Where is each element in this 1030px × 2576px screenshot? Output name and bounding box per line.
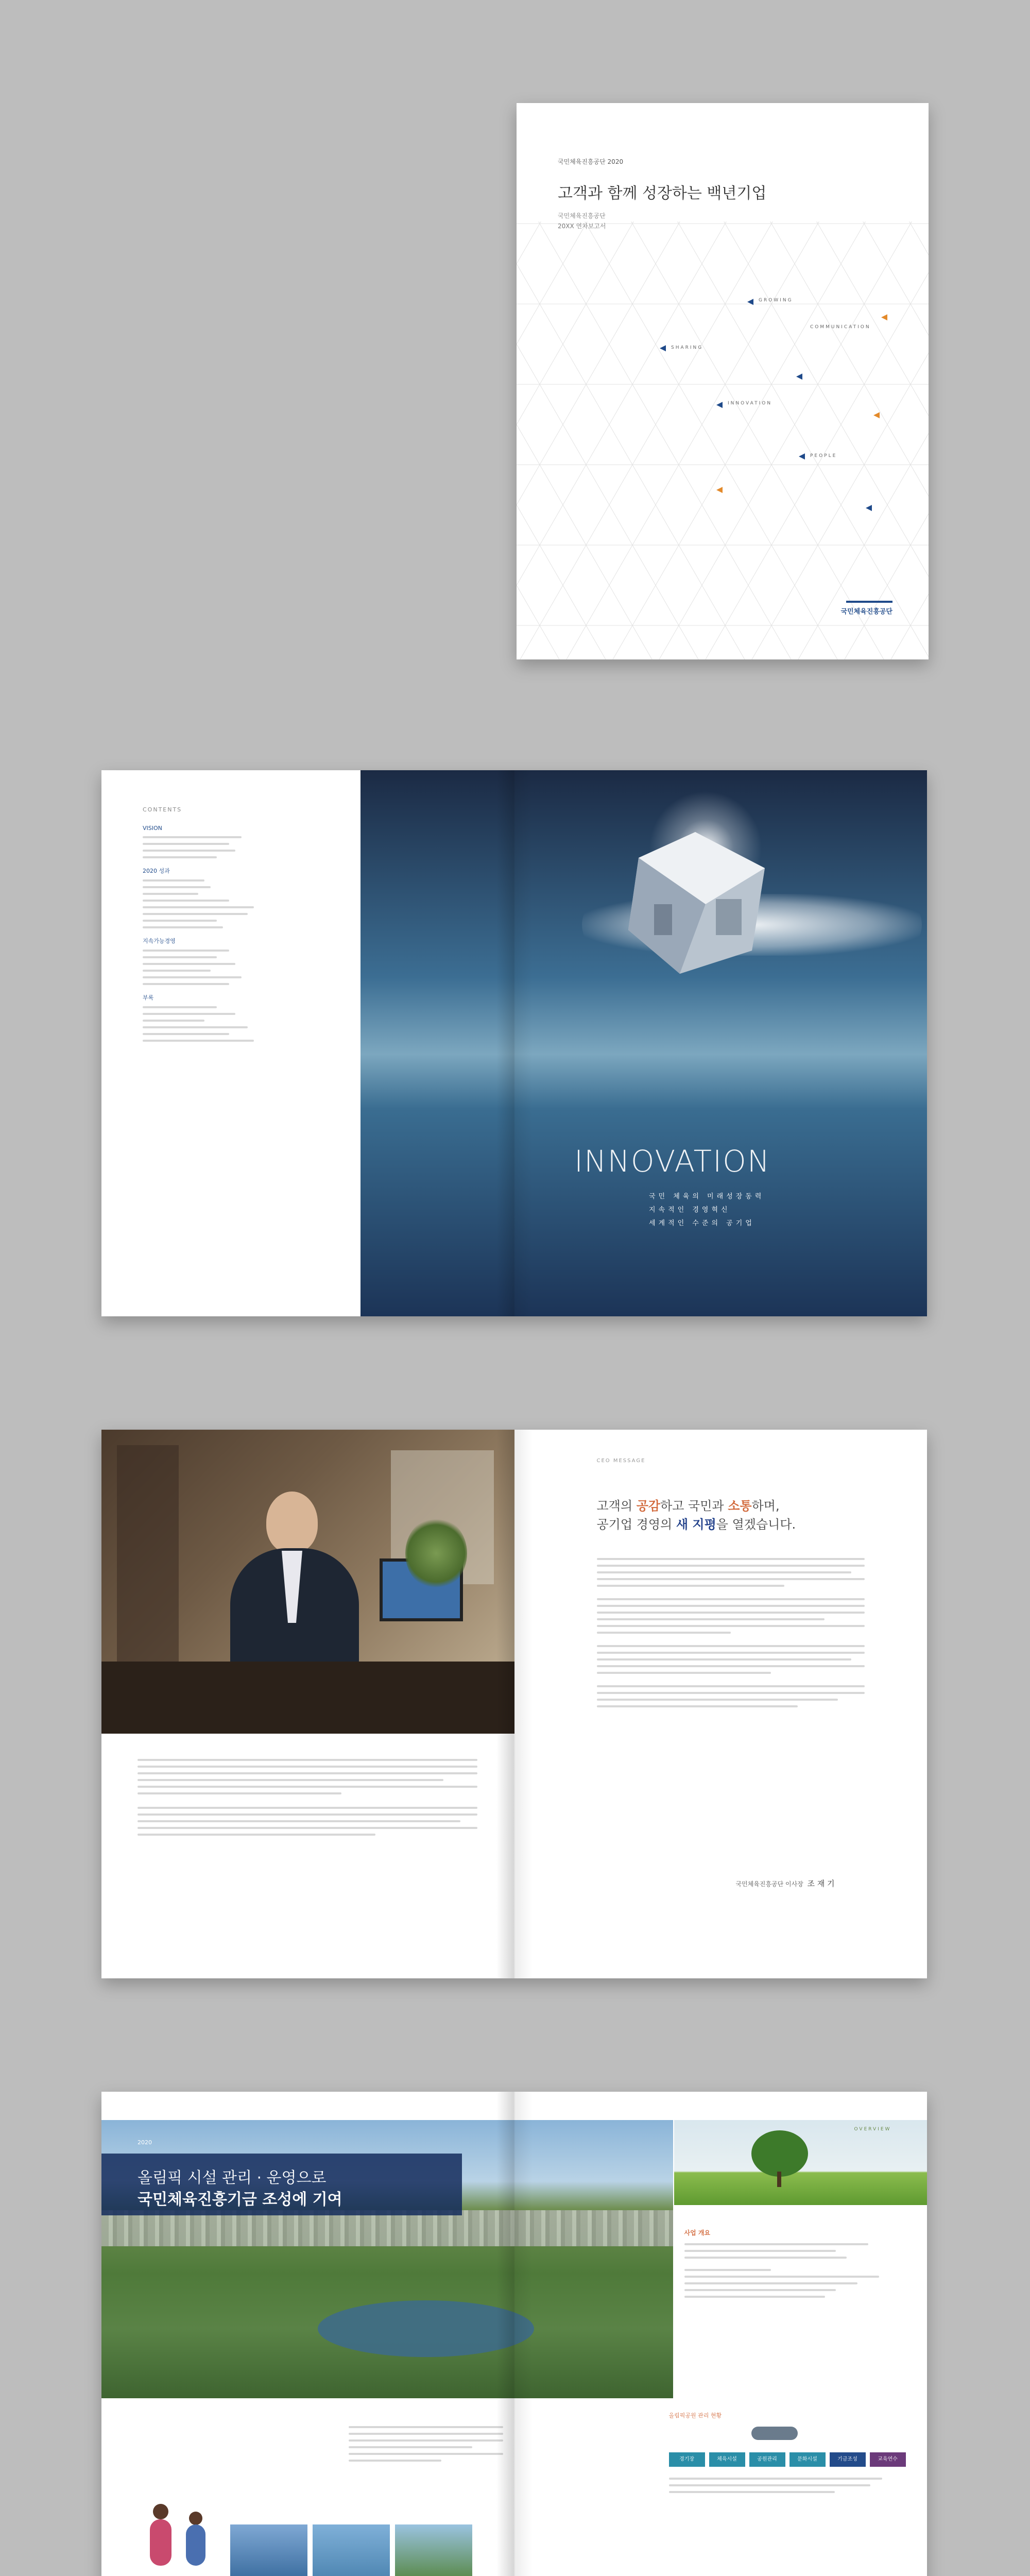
ceo-headline: 고객의 공감하고 국민과 소통하며, 공기업 경영의 새 지평을 열겠습니다. [596,1499,796,1532]
org-details [669,2473,906,2498]
olympic-right-body [684,2239,901,2302]
cover-keyword-5: PEOPLE [810,453,837,459]
spread-ceo [101,1430,927,1978]
olympic-title-2: 국민체육진흥기금 조성에 기여 [138,2191,342,2209]
contents-list: VISION 2020 성과 지속가능경영 부록 [143,822,266,1046]
cover-page [517,103,929,659]
right-eyebrow: OVERVIEW [854,2127,891,2132]
innovation-caption: 국민 체육의 미래성장동력 지속적인 경영혁신 세계적인 수준의 공기업 [649,1193,765,1227]
ceo-body-right [597,1553,865,1712]
org-box-3: 공원관리 [749,2452,785,2467]
cover-keyword-4: INNOVATION [728,401,772,406]
desk [101,1662,514,1734]
plant [405,1517,467,1589]
olympic-right-page [514,2092,928,2576]
cover-logo: 국민체육진흥공단 [841,601,892,616]
cover-sub2: 20XX 연차보고서 [558,223,606,230]
cover-keyword-3: SHARING [671,345,703,350]
tree-photo [674,2120,928,2205]
contents-title: CONTENTS [143,806,182,813]
thumb-2 [313,2524,390,2576]
org-root [751,2427,798,2440]
table-title: 올림픽공원 관리 현황 [668,2412,722,2419]
org-box-6: 교육연수 [870,2452,906,2467]
ceo-signature: 국민체육진흥공단 이사장 조 재 기 [735,1879,835,1888]
innovation-word: INNOVATION [574,1144,771,1179]
org-row [669,2452,906,2467]
lake [318,2300,534,2357]
olympic-thumbs [132,2494,513,2576]
org-box-1: 경기장 [669,2452,705,2467]
cover-keyword-2: COMMUNICATION [810,325,871,330]
ceo-right-page [514,1430,928,1978]
spread-olympic [101,2092,927,2576]
org-box-5: 기금조성 [830,2452,866,2467]
cover-keyword-1: GROWING [759,298,793,303]
runners-figure [132,2494,225,2576]
org-box-2: 체육시설 [709,2452,745,2467]
ceo-body-left [138,1754,477,1840]
spread-innovation [101,770,927,1316]
thumb-3 [395,2524,472,2576]
olympic-title-band: 2020 올림픽 시설 관리 · 운영으로 국민체육진흥기금 조성에 기여 [101,2154,462,2215]
thumb-1 [230,2524,307,2576]
ceo-left-page [101,1430,514,1978]
cube-graphic [618,827,772,981]
olympic-body [349,2421,503,2466]
cover-eyebrow: 국민체육진흥공단 2020 [558,158,624,165]
ceo-photo [101,1430,514,1734]
org-box-4: 문화시설 [789,2452,826,2467]
innovation-visual [360,770,927,1316]
cover-sub1: 국민체육진흥공단 [558,212,606,219]
cover-title: 고객과 함께 성장하는 백년기업 [558,184,767,202]
olympic-title-1: 올림픽 시설 관리 · 운영으로 [138,2169,327,2187]
ceo-label: CEO MESSAGE [596,1458,646,1464]
section-heading: 사업 개요 [684,2229,711,2236]
